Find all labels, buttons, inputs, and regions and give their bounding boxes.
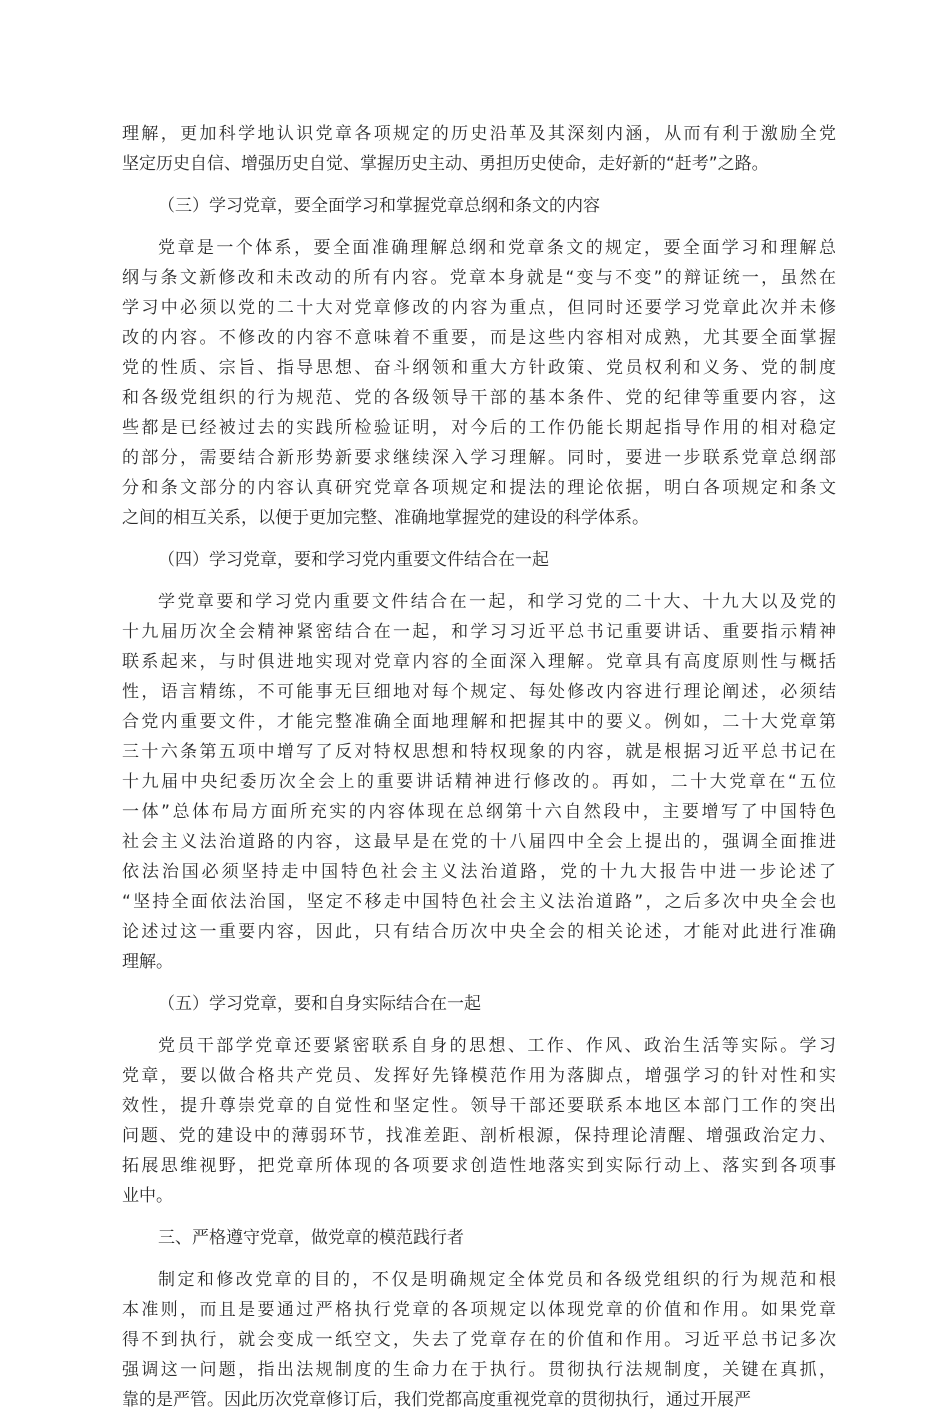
text-line: 纲与条文新修改和未改动的所有内容。党章本身就是“变与不变”的辩证统一，虽然在 <box>122 268 836 288</box>
text-line: 得不到执行，就会变成一纸空文，失去了党章存在的价值和作用。习近平总书记多次 <box>122 1330 836 1350</box>
text-line: 学习中必须以党的二十大对党章修改的内容为重点，但同时还要学习党章此次并未修 <box>122 298 836 318</box>
paragraph-gap <box>122 1019 836 1031</box>
section-heading <box>122 989 836 1019</box>
text-line: 十九届历次全会精神紧密结合在一起，和学习习近平总书记重要讲话、重要指示精神 <box>122 622 836 642</box>
document-body <box>122 119 836 1415</box>
paragraph <box>122 1265 836 1415</box>
text-line: 论述过这一重要内容，因此，只有结合历次中央全会的相关论述，才能对此进行准确 <box>122 922 836 942</box>
text-line: 理解。 <box>122 952 173 972</box>
paragraph-gap <box>122 179 836 191</box>
paragraph <box>122 119 836 179</box>
text-line: 制定和修改党章的目的，不仅是明确规定全体党员和各级党组织的行为规范和根 <box>158 1270 836 1290</box>
text-line: 强调这一问题，指出法规制度的生命力在于执行。贯彻执行法规制度，关键在真抓， <box>122 1360 836 1380</box>
text-line: 分和条文部分的内容认真研究党章各项规定和提法的理论依据，明白各项规定和条文 <box>122 478 836 498</box>
paragraph-gap <box>122 533 836 545</box>
text-line: 和各级党组织的行为规范、党的各级领导干部的基本条件、党的纪律等重要内容，这 <box>122 388 836 408</box>
text-line: 三十六条第五项中增写了反对特权思想和特权现象的内容，就是根据习近平总书记在 <box>122 742 836 762</box>
text-line: 三、严格遵守党章，做党章的模范践行者 <box>158 1228 464 1248</box>
paragraph <box>122 1031 836 1211</box>
text-line: 业中。 <box>122 1186 173 1206</box>
text-line: 党员干部学党章还要紧密联系自身的思想、工作、作风、政治生活等实际。学习 <box>158 1036 836 1056</box>
paragraph-gap <box>122 977 836 989</box>
text-line: 社会主义法治道路的内容，这最早是在党的十八届四中全会上提出的，强调全面推进 <box>122 832 836 852</box>
paragraph <box>122 233 836 533</box>
paragraph <box>122 587 836 977</box>
text-line: 的部分，需要结合新形势新要求继续深入学习理解。同时，要进一步联系党章总纲部 <box>122 448 836 468</box>
text-line: 之间的相互关系，以便于更加完整、准确地掌握党的建设的科学体系。 <box>122 508 649 528</box>
paragraph-gap <box>122 1253 836 1265</box>
text-line: 靠的是严管。因此历次党章修订后，我们党都高度重视党章的贯彻执行，通过开展严 <box>122 1390 751 1410</box>
text-line: 依法治国必须坚持走中国特色社会主义法治道路，党的十九大报告中进一步论述了 <box>122 862 836 882</box>
text-line: （四）学习党章，要和学习党内重要文件结合在一起 <box>158 550 549 570</box>
text-line: 改的内容。不修改的内容不意味着不重要，而是这些内容相对成熟，尤其要全面掌握 <box>122 328 836 348</box>
text-line: 效性，提升尊崇党章的自觉性和坚定性。领导干部还要联系本地区本部门工作的突出 <box>122 1096 836 1116</box>
text-line: （五）学习党章，要和自身实际结合在一起 <box>158 994 481 1014</box>
text-line: 党的性质、宗旨、指导思想、奋斗纲领和重大方针政策、党员权利和义务、党的制度 <box>122 358 836 378</box>
paragraph-gap <box>122 575 836 587</box>
paragraph-gap <box>122 221 836 233</box>
text-line: 联系起来，与时俱进地实现对党章内容的全面深入理解。党章具有高度原则性与概括 <box>122 652 836 672</box>
text-line: 坚定历史自信、增强历史自觉、掌握历史主动、勇担历史使命，走好新的“赶考”之路。 <box>122 154 769 174</box>
text-line: 一体”总体布局方面所充实的内容体现在总纲第十六自然段中，主要增写了中国特色 <box>122 802 836 822</box>
section-heading <box>122 1223 836 1253</box>
section-heading <box>122 545 836 575</box>
text-line: 理解，更加科学地认识党章各项规定的历史沿革及其深刻内涵，从而有利于激励全党 <box>122 124 836 144</box>
text-line: “坚持全面依法治国，坚定不移走中国特色社会主义法治道路”，之后多次中央全会也 <box>122 892 836 912</box>
text-line: 党章，要以做合格共产党员、发挥好先锋模范作用为落脚点，增强学习的针对性和实 <box>122 1066 836 1086</box>
text-line: （三）学习党章，要全面学习和掌握党章总纲和条文的内容 <box>158 196 600 216</box>
text-line: 本准则，而且是要通过严格执行党章的各项规定以体现党章的价值和作用。如果党章 <box>122 1300 836 1320</box>
text-line: 拓展思维视野，把党章所体现的各项要求创造性地落实到实际行动上、落实到各项事 <box>122 1156 836 1176</box>
paragraph-gap <box>122 1211 836 1223</box>
text-line: 学党章要和学习党内重要文件结合在一起，和学习党的二十大、十九大以及党的 <box>158 592 836 612</box>
text-line: 性，语言精练，不可能事无巨细地对每个规定、每处修改内容进行理论阐述，必须结 <box>122 682 836 702</box>
text-line: 党章是一个体系，要全面准确理解总纲和党章条文的规定，要全面学习和理解总 <box>158 238 836 258</box>
text-line: 问题、党的建设中的薄弱环节，找准差距、剖析根源，保持理论清醒、增强政治定力、 <box>122 1126 836 1146</box>
text-line: 合党内重要文件，才能完整准确全面地理解和把握其中的要义。例如，二十大党章第 <box>122 712 836 732</box>
section-heading <box>122 191 836 221</box>
text-line: 些都是已经被过去的实践所检验证明，对今后的工作仍能长期起指导作用的相对稳定 <box>122 418 836 438</box>
text-line: 十九届中央纪委历次全会上的重要讲话精神进行修改的。再如，二十大党章在“五位 <box>122 772 836 792</box>
